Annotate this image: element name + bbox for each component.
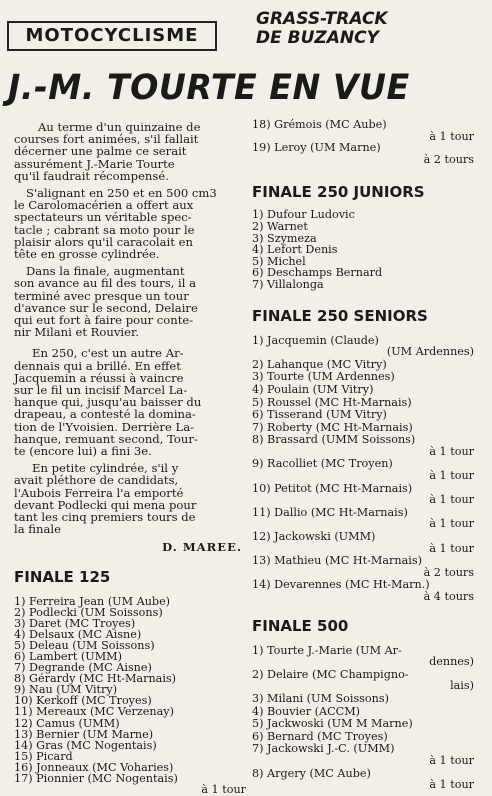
result-entry	[252, 483, 478, 506]
result-entry	[252, 531, 478, 554]
result-entry-text: 4) Poulain (UM Vitry)	[252, 382, 374, 396]
result-entry-text: 10) Petitot (MC Ht-Marnais)	[252, 481, 413, 495]
article-paragraph: En petite cylindrée, s'il y avait pléthore de candidats, l'Aubois Ferreira l'a emporté devant Podlecki qui mena pour tant les cinq premiers tours de la finale	[14, 461, 197, 537]
finale-125-list	[14, 596, 250, 796]
result-entry-text: 6) Lambert (UMM)	[14, 649, 122, 663]
finale-125-continued-list	[252, 119, 478, 165]
result-entry-text: 5) Michel	[252, 254, 306, 268]
result-entry-note: à 1 tour	[429, 444, 474, 458]
result-entry	[252, 397, 478, 409]
result-entry	[252, 718, 478, 730]
result-entry-text: 17) Pionnier (MC Nogentais)	[14, 772, 178, 785]
section-label-box: MOTOCYCLISME	[7, 21, 217, 51]
result-entry-text: 9) Nau (UM Vitry)	[14, 683, 118, 697]
article-paragraph: Au terme d'un quinzaine de courses fort animées, s'il fallait décerner une palme ce serait assurément J.-Marie Tourte qu'il faudrait récompensé.	[14, 120, 201, 183]
result-entry	[252, 422, 478, 434]
right-column	[252, 119, 478, 792]
result-entry	[252, 359, 478, 371]
finale-250-seniors-title: FINALE 250 SENIORS	[252, 306, 428, 325]
result-entry-text: 5) Jackwoski (UM M Marne)	[252, 717, 413, 731]
article-paragraph: S'alignant en 250 et en 500 cm3 le Carolomacérien a offert aux spectateurs un véritable spec- tacle ; cabrant sa moto pour le plaisir alors qu'il caracolait en tête en grosse cylindrée.	[14, 186, 217, 262]
result-entry-text: 4) Delsaux (MC Aisne)	[14, 627, 142, 641]
result-entry-text: 4) Bouvier (ACCM)	[252, 704, 361, 718]
finale-500-title: FINALE 500	[252, 616, 349, 635]
finale-250-juniors-title: FINALE 250 JUNIORS	[252, 183, 425, 202]
result-entry-text: 3) Tourte (UM Ardennes)	[252, 370, 395, 384]
result-entry	[252, 579, 478, 602]
result-entry	[252, 335, 478, 358]
result-entry-text: 7) Roberty (MC Ht-Marnais)	[252, 420, 413, 434]
left-column	[14, 121, 250, 795]
result-entry-text: 1) Ferreira Jean (UM Aube)	[14, 594, 171, 608]
result-entry-text: 7) Degrande (MC Aisne)	[14, 661, 152, 675]
result-entry-text: 9) Racolliet (MC Troyen)	[252, 457, 393, 471]
result-entry-text: 11) Dallio (MC Ht-Marnais)	[252, 505, 408, 519]
result-entry	[252, 409, 478, 421]
result-entry-text: 2) Lahanque (MC Vitry)	[252, 357, 387, 371]
result-entry-text: 16) Jonneaux (MC Voharies)	[14, 760, 174, 774]
result-entry-note: à 1 tour	[429, 517, 474, 531]
result-entry-note: à 1 tour	[201, 783, 246, 796]
result-entry	[252, 693, 478, 705]
finale-250-juniors-list	[252, 209, 478, 290]
result-entry	[252, 555, 478, 578]
result-entry-note: dennes)	[429, 655, 474, 669]
result-entry-text: 3) Szymeza	[252, 231, 317, 245]
result-entry-text: 15) Picard	[14, 749, 73, 763]
result-entry-text: 1) Dufour Ludovic	[252, 208, 355, 222]
result-entry-note: à 1 tour	[429, 778, 474, 792]
result-entry	[252, 279, 478, 291]
result-entry	[252, 768, 478, 791]
result-entry	[252, 371, 478, 383]
result-entry-text: 5) Deleau (UM Soissons)	[14, 638, 155, 652]
result-entry-text: 19) Leroy (UM Marne)	[252, 141, 381, 155]
result-entry-note: à 2 tours	[423, 565, 474, 579]
result-entry-text: 7) Villalonga	[252, 277, 324, 291]
result-entry-text: 8) Brassard (UMM Soissons)	[252, 433, 416, 447]
result-entry	[252, 507, 478, 530]
result-entry	[252, 384, 478, 396]
article-paragraph: En 250, c'est un autre Ar- dennais qui a brillé. En effet Jacquemin a réussi à vaincre sur le fil un incisif Marcel La- hanque qui, jusqu'au baisser du drapeau, a contesté la domina- tion de l'Yvoisien. Derrière La- hanque, remuant second, Tour- te (encore lui) a fini 3e.	[14, 346, 202, 459]
result-entry-text: 13) Bernier (UM Marne)	[14, 727, 154, 741]
result-entry-text: 2) Podlecki (UM Soissons)	[14, 605, 163, 619]
result-entry-text: 6) Deschamps Bernard	[252, 266, 383, 280]
result-entry-text: 5) Roussel (MC Ht-Marnais)	[252, 395, 412, 409]
result-entry-text: 13) Mathieu (MC Ht-Marnais)	[252, 554, 422, 568]
result-entry-text: 3) Milani (UM Soissons)	[252, 691, 389, 705]
result-entry	[252, 645, 478, 668]
result-entry	[14, 773, 250, 795]
result-entry-note: (UM Ardennes)	[386, 345, 474, 359]
result-entry-note: à 1 tour	[429, 469, 474, 483]
result-entry-text: 12) Jackowski (UMM)	[252, 530, 376, 544]
result-entry-note: à 2 tours	[423, 152, 474, 166]
result-entry-text: 11) Mereaux (MC Verzenay)	[14, 705, 174, 719]
result-entry	[252, 119, 478, 142]
headline: J.-M. TOURTE EN VUE	[8, 68, 410, 108]
result-entry-note: à 4 tours	[423, 590, 474, 603]
result-entry-text: 4) Lefort Denis	[252, 243, 338, 257]
result-entry-text: 7) Jackowski J.-C. (UMM)	[252, 742, 395, 756]
result-entry-text: 10) Kerkoff (MC Troyes)	[14, 694, 152, 708]
result-entry-text: 1) Jacquemin (Claude)	[252, 333, 379, 347]
result-entry-note: à 1 tour	[429, 753, 474, 767]
article-paragraph: Dans la finale, augmentant son avance au fil des tours, il a terminé avec presque un tour d'avance sur le second, Delaire qui eut fort à faire pour conte- nir Milani et Rouvier.	[14, 264, 198, 340]
finale-125-title: FINALE 125	[14, 567, 111, 586]
result-entry-text: 1) Tourte J.-Marie (UM Ar-	[252, 643, 402, 657]
result-entry-text: 6) Bernard (MC Troyes)	[252, 729, 388, 743]
result-entry	[252, 458, 478, 481]
result-entry	[252, 142, 478, 165]
result-entry-text: 12) Camus (UMM)	[14, 716, 120, 730]
result-entry	[252, 669, 478, 692]
result-entry-text: 2) Warnet	[252, 219, 308, 233]
result-entry-text: 2) Delaire (MC Champigno-	[252, 667, 409, 681]
event-heading-line1: GRASS-TRACK	[256, 9, 388, 29]
result-entry-text: 3) Daret (MC Troyes)	[14, 616, 136, 630]
result-entry-note: à 1 tour	[429, 129, 474, 143]
result-entry	[252, 706, 478, 718]
event-heading	[256, 10, 486, 48]
result-entry	[252, 434, 478, 457]
finale-250-seniors-list	[252, 335, 478, 603]
result-entry	[252, 743, 478, 766]
event-heading-line2: DE BUZANCY	[256, 28, 379, 48]
result-entry-text: 8) Argery (MC Aube)	[252, 766, 371, 780]
result-entry-note: à 1 tour	[429, 541, 474, 555]
result-entry-text: 14) Gras (MC Nogentais)	[14, 738, 157, 752]
finale-500-list	[252, 645, 478, 791]
result-entry-text: 14) Devarennes (MC Ht-Marn.)	[252, 578, 430, 592]
result-entry-text: 6) Tisserand (UM Vitry)	[252, 408, 387, 422]
result-entry-text: 18) Grémois (MC Aube)	[252, 118, 387, 131]
result-entry-note: à 1 tour	[429, 493, 474, 507]
result-entry-note: lais)	[450, 679, 474, 693]
article-author: D. MAREE.	[162, 539, 242, 554]
result-entry-text: 8) Gérardy (MC Ht-Marnais)	[14, 672, 177, 686]
